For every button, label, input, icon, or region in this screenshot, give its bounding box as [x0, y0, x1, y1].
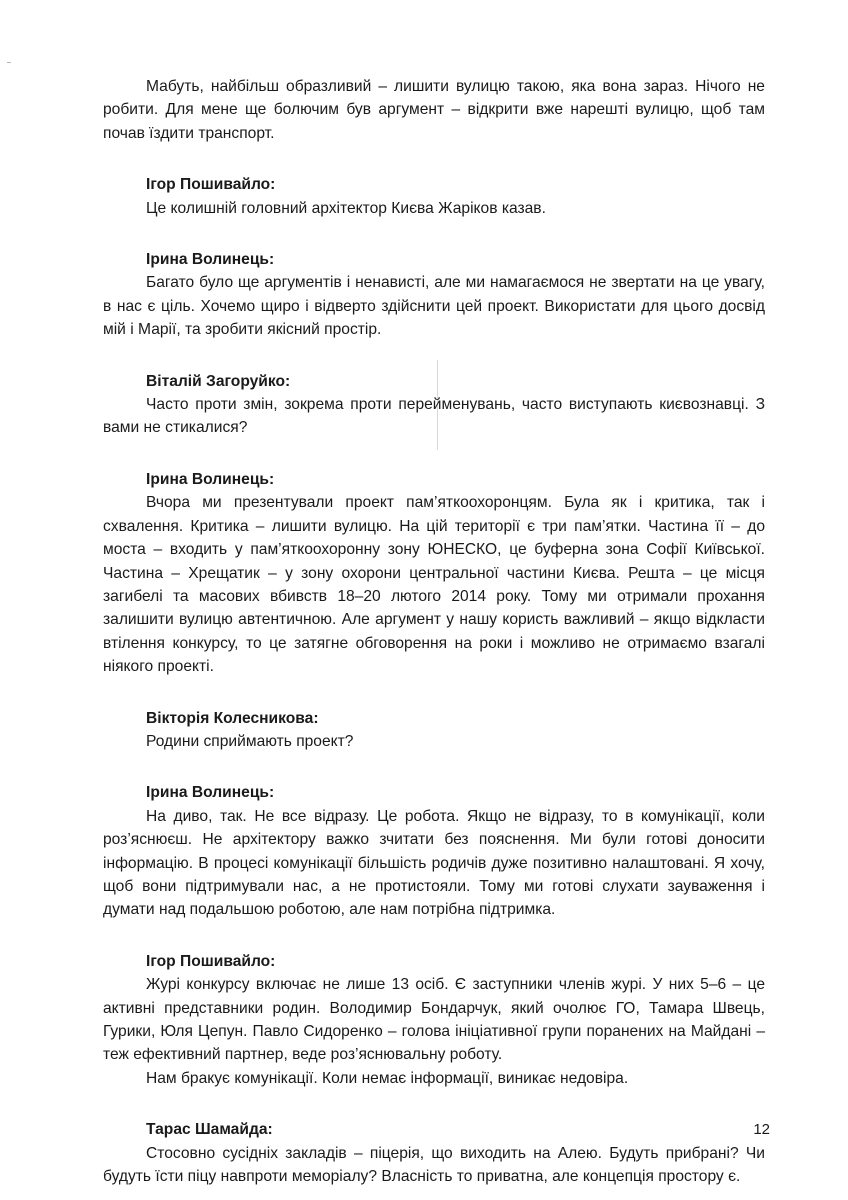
paragraph: Багато було ще аргументів і ненависті, але ми намагаємося не звертати на це увагу, в нас є ціль. Хочемо щиро і відверто здійснити цей проект. Використати для цього досвід мій і Марії, та зробити якісний простір. [103, 274, 765, 339]
paragraph: Нам бракує комунікації. Коли немає інформації, виникає недовіра. [146, 1069, 629, 1087]
document-body [103, 75, 765, 1188]
speaker-name: Віталій Загоруйко: [146, 372, 291, 390]
paragraph: Родини сприймають проект? [146, 732, 354, 750]
paragraph: Це колишній головний архітектор Києва Жаріков казав. [146, 199, 546, 217]
page-number: 12 [753, 1121, 770, 1138]
paragraph: Мабуть, найбільш образливий – лишити вулицю такою, яка вона зараз. Нічого не робити. Для мене ще болючим був аргумент – відкрити вже нарешті вулицю, щоб там почав їздити транспорт. [103, 78, 765, 142]
speaker-name: Ірина Волинець: [146, 470, 275, 488]
paragraph: На диво, так. Не все відразу. Це робота. Якщо не відразу, то в комунікації, коли роз’яснюєш. Не архітектору важко зчитати без пояснення. Ми були готові доносити інформацію. В процесі комунікації більшість родичів дуже позитивно налаштовані. Я хочу, щоб вони підтримували нас, а не протистояли. Тому ми готові слухати зауваження і думати над подальшою роботою, але нам потрібна підтримка. [103, 807, 765, 919]
paragraph: Стосовно сусідніх закладів – піцерія, що виходить на Алею. Будуть прибрані? Чи будуть їсти піцу навпроти меморіалу? Власність то приватна, але концепція простору є. [103, 1144, 765, 1186]
speaker-name: Ігор Пошивайло: [146, 176, 276, 194]
scan-artifact [7, 62, 11, 63]
paragraph: Журі конкурсу включає не лише 13 осіб. Є заступники членів журі. У них 5–6 – це активні представники родин. Володимир Бондарчук, який очолює ГО, Тамара Швець, Гурики, Юля Цепун. Павло Сидоренко – голова ініціативної групи поранених на Майдані – теж ефективний партнер, веде роз’яснювальну роботу. [103, 976, 765, 1064]
paragraph: Часто проти змін, зокрема проти перейменувань, часто виступають києвознавці. З вами не стикалися? [103, 396, 765, 437]
speaker-name: Тарас Шамайда: [146, 1121, 273, 1139]
paragraph: Вчора ми презентували проект пам’яткоохоронцям. Була як і критика, так і схвалення. Критика – лишити вулицю. На цій території є три пам’ятки. Частина її – до моста – входить у пам’яткоохоронну зону ЮНЕСКО, це буферна зона Софії Київської. Частина – Хрещатик – у зону охорони центральної частини Києва. Решта – це місця загибелі та масових вбивств 18–20 лютого 2014 року. Тому ми отримали прохання залишити вулицю автентичною. Але аргумент у нашу користь важливий – якщо відкласти втілення конкурсу, то це затягне обговорення на роки і можливо не отримаємо взагалі ніякого проекті. [103, 494, 765, 676]
speaker-name: Вікторія Колесникова: [146, 709, 319, 727]
speaker-name: Ірина Волинець: [146, 784, 275, 802]
speaker-name: Ірина Волинець: [146, 251, 275, 269]
speaker-name: Ігор Пошивайло: [146, 952, 276, 970]
